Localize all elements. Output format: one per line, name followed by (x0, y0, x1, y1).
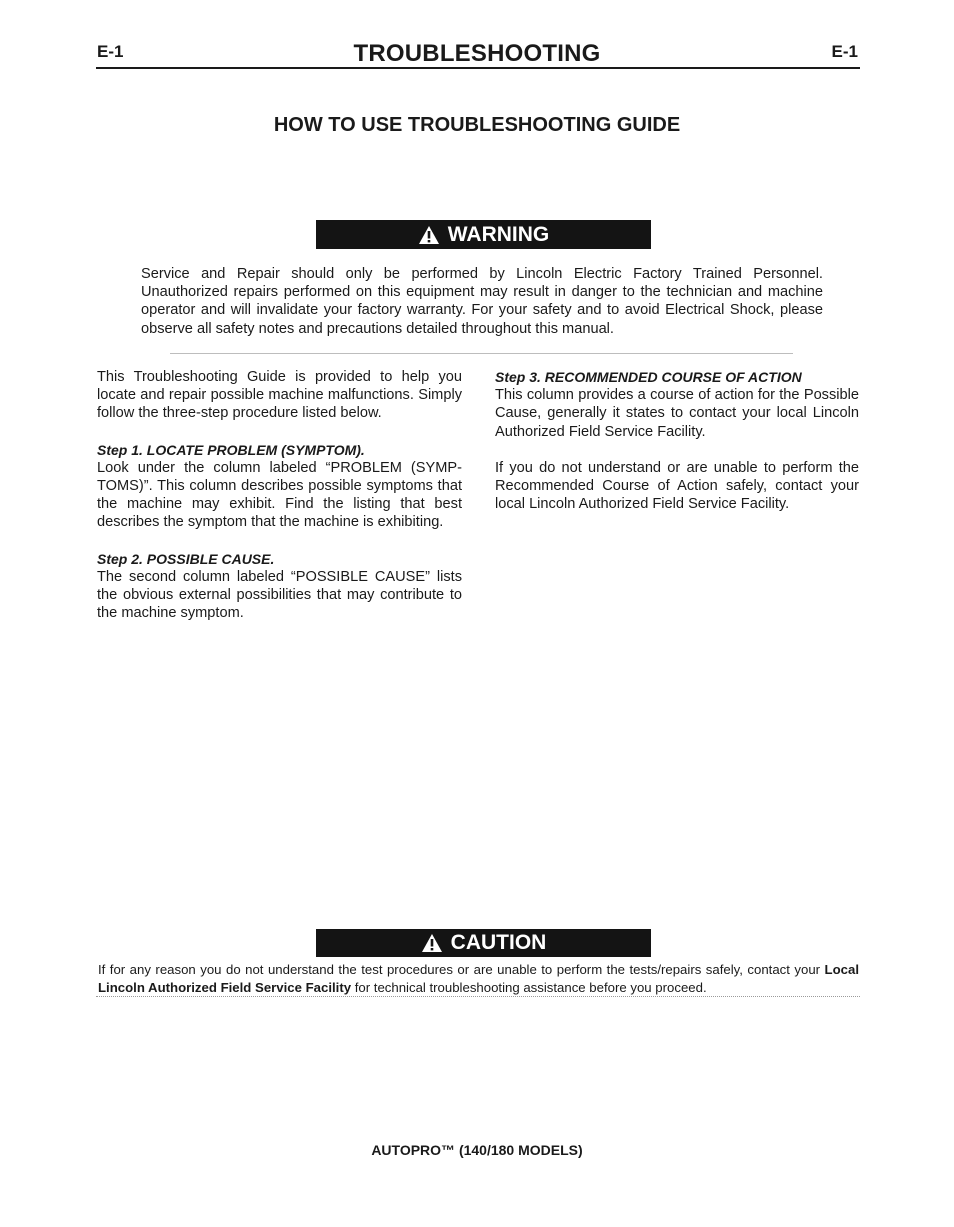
page-number-left: E-1 (97, 42, 124, 61)
title-divider (96, 67, 860, 69)
intro-paragraph: This Troubleshooting Guide is provided to help you locate and repair possible machine malfunctions. Simply follow the three-step procedure listed below. (97, 369, 462, 422)
step2-heading: Step 2. POSSIBLE CAUSE. (97, 550, 275, 567)
step3-block (495, 368, 859, 441)
left-column (97, 368, 462, 640)
page-number-right: E-1 (831, 42, 858, 61)
step2-text: The second column labeled “POSSIBLE CAUSE” lists the obvious external possibilities that may contribute to the machine symptom. (97, 568, 462, 622)
footer-model: AUTOPRO™ (140/180 MODELS) (371, 1142, 583, 1158)
warning-label: WARNING (447, 222, 550, 246)
step1-text: Look under the column labeled “PROBLEM (SYMP-TOMS)”. This column describes possible symptoms that the machine may exhibit. Find the listing that best describes the symptom that the machine is exhibiting. (97, 459, 462, 531)
step3-heading: Step 3. RECOMMENDED COURSE OF ACTION (495, 369, 802, 385)
caution-banner (316, 929, 651, 957)
caution-text (98, 961, 859, 997)
right-column (495, 368, 859, 531)
warning-banner (316, 220, 651, 249)
caution-label: CAUTION (450, 931, 547, 954)
step1-heading: Step 1. LOCATE PROBLEM (SYMPTOM). (97, 441, 365, 458)
caution-text-emphasis: Local Lincoln Authorized Field Service Facility (98, 962, 859, 995)
page-title: TROUBLESHOOTING (353, 40, 601, 67)
caution-text-start: If for any reason you do not understand the test procedures or are unable to perform the tests/repairs safely, contact your (98, 962, 825, 977)
step2-block (97, 550, 462, 623)
note-paragraph: If you do not understand or are unable to perform the Recommended Course of Action safely, contact your local Lincoln Authorized Field Service Facility. (495, 459, 859, 513)
warning-triangle-icon (421, 933, 443, 953)
step3-text: This column provides a course of action for the Possible Cause, generally it states to contact your local Lincoln Authorized Field Service Facility. (495, 387, 859, 440)
caution-divider (96, 996, 860, 997)
step1-block (97, 441, 462, 532)
warning-divider (170, 353, 793, 354)
caution-text-end: for technical troubleshooting assistance before you proceed. (351, 980, 707, 995)
section-heading: HOW TO USE TROUBLESHOOTING GUIDE (273, 114, 681, 136)
warning-triangle-icon (418, 225, 440, 245)
warning-text: Service and Repair should only be performed by Lincoln Electric Factory Trained Personnel. Unauthorized repairs performed on this equipment may result in danger to the technician and machine operator and will invalidate your factory warranty. For your safety and to avoid Electrical Shock, please observe all safety notes and precautions detailed throughout this manual. (141, 266, 823, 337)
